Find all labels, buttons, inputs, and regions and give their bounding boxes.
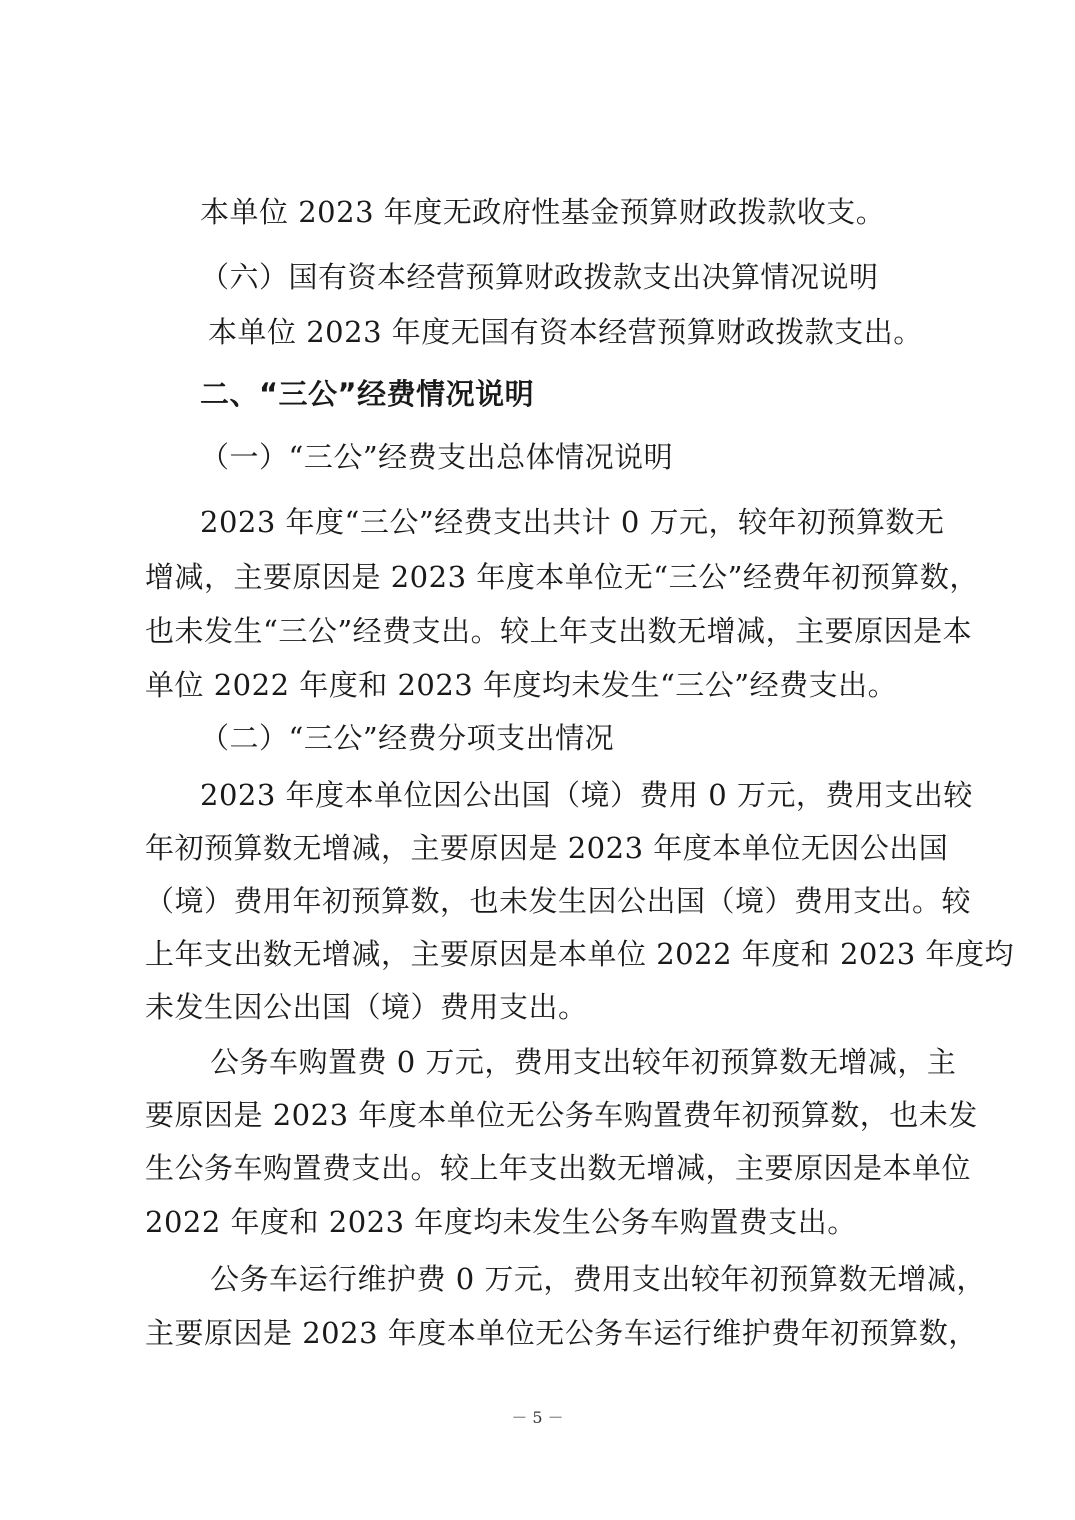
section-heading-2: 二、“三公”经费情况说明: [200, 377, 535, 411]
paragraph-line: 年初预算数无增减，主要原因是 2023 年度本单位无因公出国: [145, 831, 949, 865]
paragraph-line: 生公务车购置费支出。较上年支出数无增减，主要原因是本单位: [145, 1151, 972, 1185]
paragraph-line: 2023 年度本单位因公出国（境）费用 0 万元，费用支出较: [200, 778, 973, 812]
paragraph-line: 增减，主要原因是 2023 年度本单位无“三公”经费年初预算数，: [145, 560, 979, 594]
paragraph-line: 本单位 2023 年度无政府性基金预算财政拨款收支。: [200, 195, 886, 229]
paragraph-line: 上年支出数无增减，主要原因是本单位 2022 年度和 2023 年度均: [145, 937, 1014, 971]
paragraph-line: 公务车购置费 0 万元，费用支出较年初预算数无增减，主: [210, 1045, 957, 1079]
page-number: － 5 －: [511, 1408, 564, 1427]
paragraph-line: 主要原因是 2023 年度本单位无公务车运行维护费年初预算数，: [145, 1316, 978, 1350]
paragraph-line: 要原因是 2023 年度本单位无公务车购置费年初预算数，也未发: [145, 1098, 978, 1132]
subsection-heading-1: （一）“三公”经费支出总体情况说明: [200, 440, 674, 474]
subsection-heading-2: （二）“三公”经费分项支出情况: [200, 721, 615, 755]
paragraph-line: 本单位 2023 年度无国有资本经营预算财政拨款支出。: [208, 315, 923, 349]
paragraph-line: 2023 年度“三公”经费支出共计 0 万元，较年初预算数无: [200, 505, 945, 539]
paragraph-line: （境）费用年初预算数，也未发生因公出国（境）费用支出。较: [145, 884, 972, 918]
paragraph-line: 也未发生“三公”经费支出。较上年支出数无增减，主要原因是本: [145, 614, 973, 648]
paragraph-line: 公务车运行维护费 0 万元，费用支出较年初预算数无增减，: [210, 1262, 986, 1296]
paragraph-line: 单位 2022 年度和 2023 年度均未发生“三公”经费支出。: [145, 668, 898, 702]
paragraph-line: 未发生因公出国（境）费用支出。: [145, 990, 588, 1024]
paragraph-line: 2022 年度和 2023 年度均未发生公务车购置费支出。: [145, 1205, 857, 1239]
section-heading-6: （六）国有资本经营预算财政拨款支出决算情况说明: [200, 260, 879, 294]
